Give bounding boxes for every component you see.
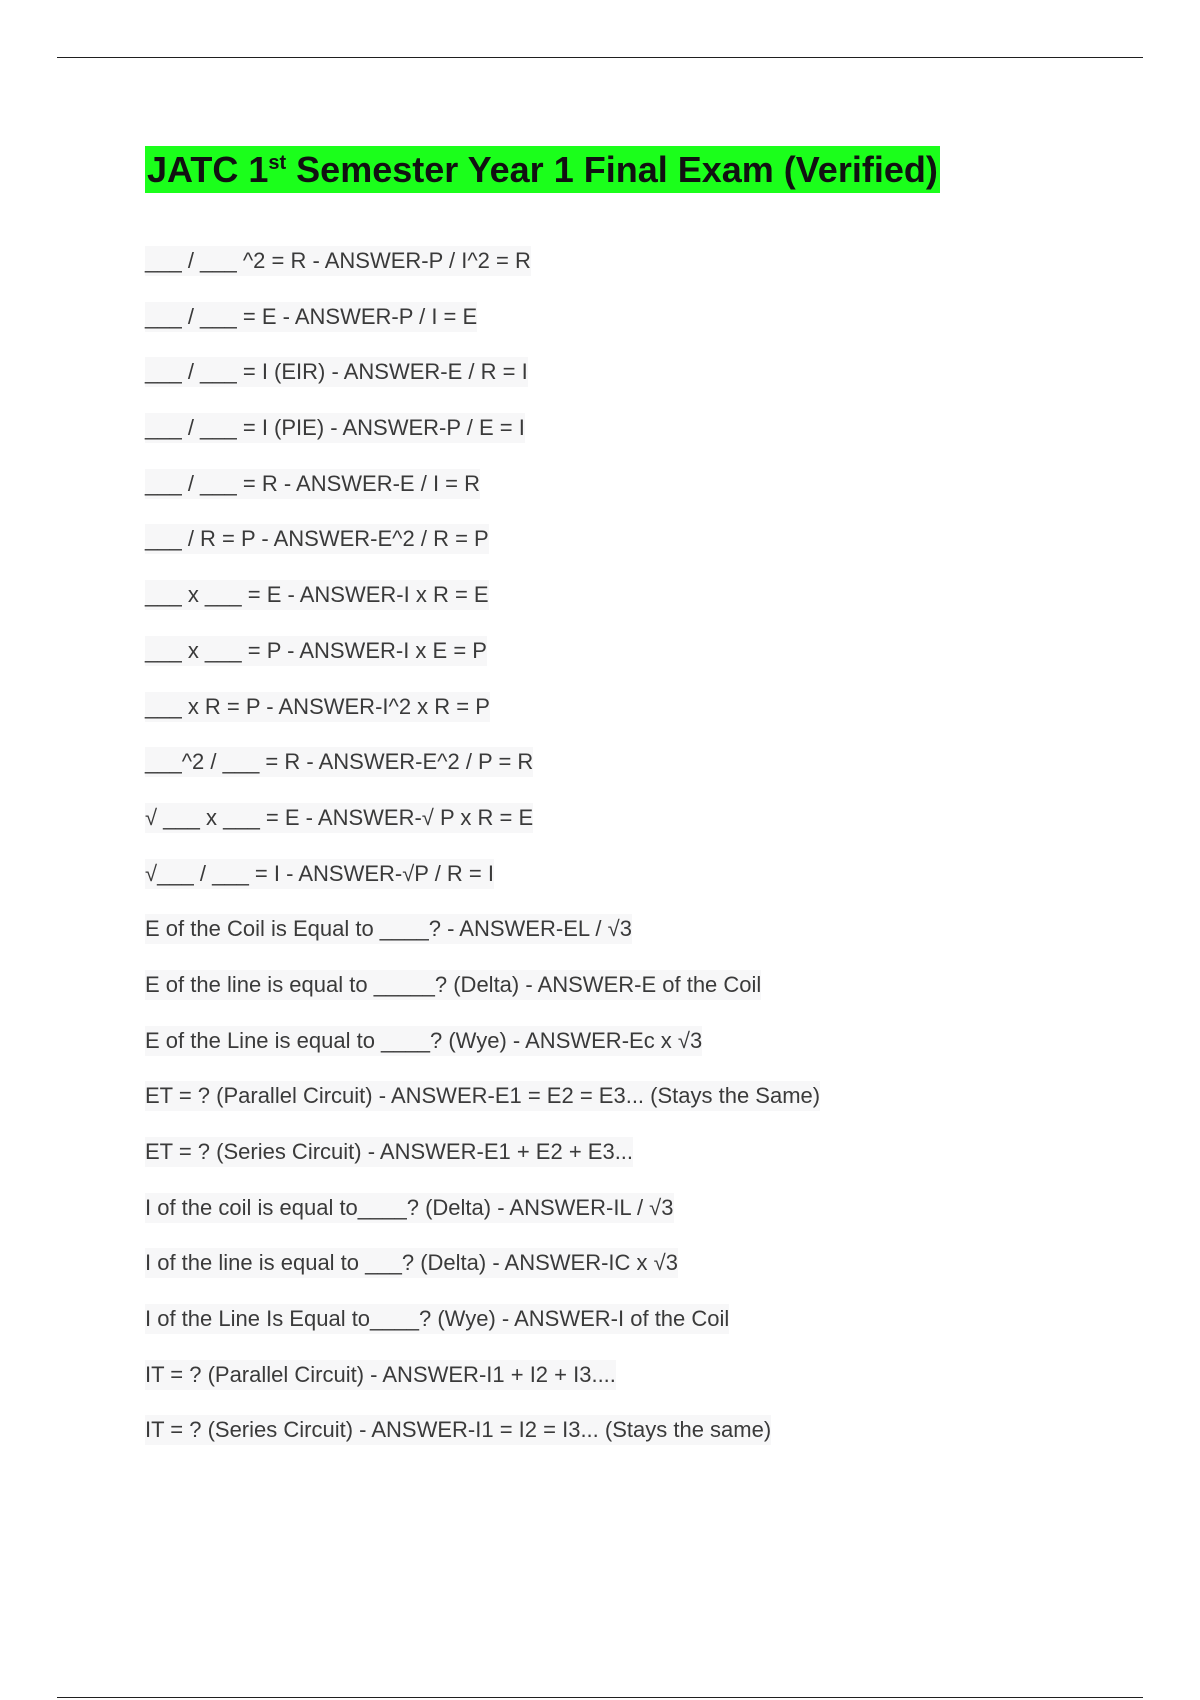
title-prefix: JATC 1 bbox=[147, 149, 269, 190]
list-item bbox=[145, 692, 820, 748]
list-item bbox=[145, 859, 820, 915]
list-item bbox=[145, 636, 820, 692]
list-item bbox=[145, 302, 820, 358]
list-item bbox=[145, 1415, 820, 1471]
list-item bbox=[145, 1248, 820, 1304]
list-item bbox=[145, 1193, 820, 1249]
qa-text: I of the line is equal to ___? (Delta) - ANSWER-IC x √3 bbox=[145, 1248, 678, 1278]
list-item bbox=[145, 246, 820, 302]
qa-text: I of the coil is equal to____? (Delta) - ANSWER-IL / √3 bbox=[145, 1193, 674, 1223]
qa-text: ___ / ___ = R - ANSWER-E / I = R bbox=[145, 469, 480, 499]
qa-text: ___ / ___ ^2 = R - ANSWER-P / I^2 = R bbox=[145, 246, 531, 276]
qa-text: ___ x ___ = P - ANSWER-I x E = P bbox=[145, 636, 487, 666]
list-item bbox=[145, 914, 820, 970]
list-item bbox=[145, 413, 820, 469]
qa-text: ___ x ___ = E - ANSWER-I x R = E bbox=[145, 580, 489, 610]
footer-rule bbox=[57, 1697, 1143, 1698]
list-item bbox=[145, 357, 820, 413]
qa-text: E of the line is equal to _____? (Delta) - ANSWER-E of the Coil bbox=[145, 970, 761, 1000]
title-highlight bbox=[145, 146, 940, 193]
qa-text: I of the Line Is Equal to____? (Wye) - ANSWER-I of the Coil bbox=[145, 1304, 729, 1334]
qa-list bbox=[145, 246, 820, 1471]
title-superscript: st bbox=[268, 152, 287, 174]
list-item bbox=[145, 970, 820, 1026]
list-item bbox=[145, 1026, 820, 1082]
list-item bbox=[145, 803, 820, 859]
list-item bbox=[145, 1081, 820, 1137]
qa-text: ___ / R = P - ANSWER-E^2 / R = P bbox=[145, 524, 489, 554]
qa-text: E of the Coil is Equal to ____? - ANSWER-EL / √3 bbox=[145, 914, 632, 944]
qa-text: ___ / ___ = I (EIR) - ANSWER-E / R = I bbox=[145, 357, 528, 387]
qa-text: E of the Line is equal to ____? (Wye) - ANSWER-Ec x √3 bbox=[145, 1026, 702, 1056]
qa-text: ___ / ___ = I (PIE) - ANSWER-P / E = I bbox=[145, 413, 525, 443]
qa-text: ___ / ___ = E - ANSWER-P / I = E bbox=[145, 302, 477, 332]
qa-text: ___^2 / ___ = R - ANSWER-E^2 / P = R bbox=[145, 747, 533, 777]
qa-text: IT = ? (Parallel Circuit) - ANSWER-I1 + I2 + I3.... bbox=[145, 1360, 616, 1390]
qa-text: √ ___ x ___ = E - ANSWER-√ P x R = E bbox=[145, 803, 533, 833]
list-item bbox=[145, 580, 820, 636]
qa-text: IT = ? (Series Circuit) - ANSWER-I1 = I2 = I3... (Stays the same) bbox=[145, 1415, 771, 1445]
qa-text: √___ / ___ = I - ANSWER-√P / R = I bbox=[145, 859, 494, 889]
page-title bbox=[145, 146, 940, 193]
title-suffix: Semester Year 1 Final Exam (Verified) bbox=[286, 149, 938, 190]
qa-text: ET = ? (Parallel Circuit) - ANSWER-E1 = E2 = E3... (Stays the Same) bbox=[145, 1081, 820, 1111]
qa-text: ___ x R = P - ANSWER-I^2 x R = P bbox=[145, 692, 490, 722]
list-item bbox=[145, 747, 820, 803]
header-rule bbox=[57, 57, 1143, 58]
qa-text: ET = ? (Series Circuit) - ANSWER-E1 + E2 + E3... bbox=[145, 1137, 633, 1167]
list-item bbox=[145, 524, 820, 580]
list-item bbox=[145, 469, 820, 525]
list-item bbox=[145, 1360, 820, 1416]
list-item bbox=[145, 1304, 820, 1360]
list-item bbox=[145, 1137, 820, 1193]
